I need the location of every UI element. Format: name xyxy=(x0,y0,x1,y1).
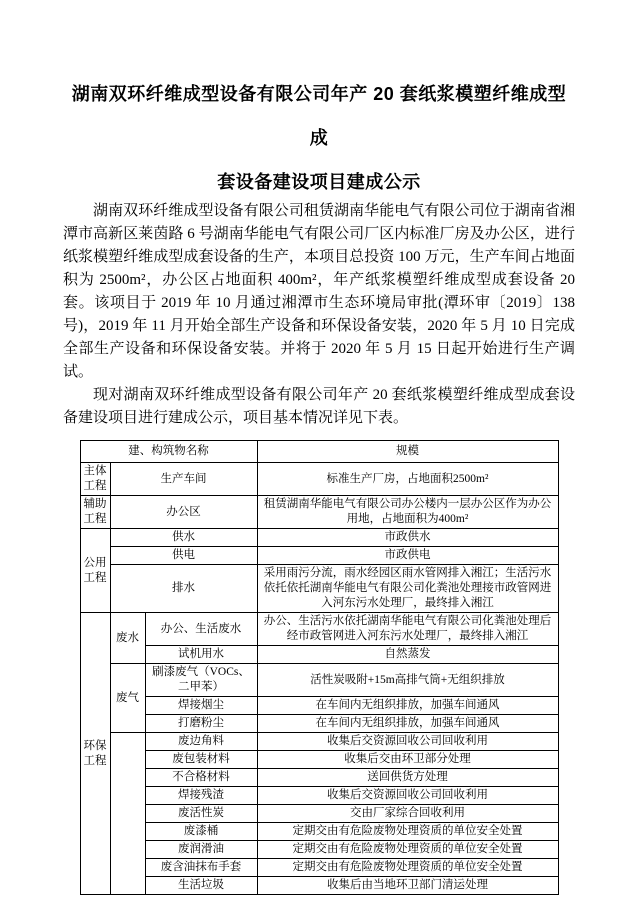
table-row xyxy=(80,697,558,715)
cell-welding-fume-scale: 在车间内无组织排放，加强车间通风 xyxy=(257,697,558,715)
cell-drainage: 排水 xyxy=(110,565,257,613)
cell-office-area: 办公区 xyxy=(110,496,257,529)
table-row xyxy=(80,664,558,697)
document-body xyxy=(63,200,575,430)
table-row xyxy=(80,787,558,805)
cell-unqualified-material: 不合格材料 xyxy=(145,769,257,787)
cell-main-project-label: 主体工程 xyxy=(80,463,110,496)
table-row xyxy=(80,823,558,841)
table-row xyxy=(80,496,558,529)
cell-office-domestic-wastewater: 办公、生活废水 xyxy=(145,613,257,646)
document-title xyxy=(63,72,575,204)
cell-oily-rags-gloves-scale: 定期交由有危险废物处理资质的单位安全处置 xyxy=(257,859,558,877)
cell-utility-project-label: 公用工程 xyxy=(80,529,110,613)
cell-paint-waste-gas: 刷漆废气（VOCs、二甲苯） xyxy=(145,664,257,697)
cell-water-supply-scale: 市政供水 xyxy=(257,529,558,547)
cell-waste-activated-carbon: 废活性炭 xyxy=(145,805,257,823)
header-structure-name: 建、构筑物名称 xyxy=(80,441,257,463)
cell-welding-residue-scale: 收集后交资源回收公司回收利用 xyxy=(257,787,558,805)
header-scale: 规模 xyxy=(257,441,558,463)
table-row xyxy=(80,547,558,565)
table-row xyxy=(80,805,558,823)
table-row xyxy=(80,565,558,613)
table-row xyxy=(80,463,558,496)
cell-drainage-scale: 采用雨污分流，雨水经园区雨水管网排入湘江；生活污水依托依托湖南华能电气有限公司化粪池处理接市政管网进入河东污水处理厂，最终排入湘江 xyxy=(257,565,558,613)
cell-paint-waste-gas-scale: 活性炭吸附+15m高排气筒+无组织排放 xyxy=(257,664,558,697)
cell-waste-paint-bucket: 废漆桶 xyxy=(145,823,257,841)
cell-office-domestic-wastewater-scale: 办公、生活污水依托湖南华能电气有限公司化粪池处理后经市政管网进入河东污水处理厂，最终排入湘江 xyxy=(257,613,558,646)
cell-office-area-scale: 租赁湖南华能电气有限公司办公楼内一层办公区作为办公用地，占地面积为400m² xyxy=(257,496,558,529)
cell-production-workshop: 生产车间 xyxy=(110,463,257,496)
cell-wastewater-label: 废水 xyxy=(110,613,145,664)
cell-waste-packaging-scale: 收集后交由环卫部分处理 xyxy=(257,751,558,769)
cell-solid-waste-label-empty xyxy=(110,733,145,895)
cell-production-workshop-scale: 标准生产厂房，占地面积2500m² xyxy=(257,463,558,496)
cell-domestic-garbage-scale: 收集后由当地环卫部门清运处理 xyxy=(257,877,558,895)
document-title-line-1: 湖南双环纤维成型设备有限公司年产 20 套纸浆模塑纤维成型成 xyxy=(71,84,567,148)
cell-domestic-garbage: 生活垃圾 xyxy=(145,877,257,895)
table-row xyxy=(80,859,558,877)
project-info-table xyxy=(80,440,559,895)
cell-welding-residue: 焊接残渣 xyxy=(145,787,257,805)
table-row xyxy=(80,841,558,859)
cell-environmental-project-label: 环保工程 xyxy=(80,613,110,895)
table-row xyxy=(80,715,558,733)
cell-scrap-edge-material: 废边角料 xyxy=(145,733,257,751)
cell-waste-packaging: 废包装材料 xyxy=(145,751,257,769)
cell-grinding-dust-scale: 在车间内无组织排放，加强车间通风 xyxy=(257,715,558,733)
cell-water-supply: 供水 xyxy=(110,529,257,547)
intro-paragraph: 湖南双环纤维成型设备有限公司租赁湖南华能电气有限公司位于湖南省湘潭市高新区莱茵路 6 号湖南华能电气有限公司厂区内标准厂房及办公区，进行纸浆模塑纤维成型成套设备的生产，本项目总投资 100 万元，生产车间占地面积为 2500m²，办公区占地面积 400m²，年产纸浆模塑纤维成型成套设备 20 套。该项目于 2019 年 10 月通过湘潭市生态环境局审批(潭环审〔2019〕138 号)，2019 年 11 月开始全部生产设备和环保设备安装，2020 年 5 月 10 日完成全部生产设备和环保设备安装。并将于 2020 年 5 月 15 日起开始进行生产调试。 xyxy=(63,203,575,380)
cell-welding-fume: 焊接烟尘 xyxy=(145,697,257,715)
cell-waste-activated-carbon-scale: 交由厂家综合回收利用 xyxy=(257,805,558,823)
table-row xyxy=(80,733,558,751)
cell-waste-lubricating-oil: 废润滑油 xyxy=(145,841,257,859)
cell-scrap-edge-material-scale: 收集后交资源回收公司回收利用 xyxy=(257,733,558,751)
table-row xyxy=(80,529,558,547)
cell-test-run-water: 试机用水 xyxy=(145,646,257,664)
cell-waste-gas-label: 废气 xyxy=(110,664,145,733)
table-row xyxy=(80,751,558,769)
cell-power-supply: 供电 xyxy=(110,547,257,565)
cell-waste-paint-bucket-scale: 定期交由有危险废物处理资质的单位安全处置 xyxy=(257,823,558,841)
cell-waste-lubricating-oil-scale: 定期交由有危险废物处理资质的单位安全处置 xyxy=(257,841,558,859)
cell-test-run-water-scale: 自然蒸发 xyxy=(257,646,558,664)
announcement-paragraph: 现对湖南双环纤维成型设备有限公司年产 20 套纸浆模塑纤维成型成套设备建设项目进行建成公示，项目基本情况详见下表。 xyxy=(63,387,575,426)
table-header-row xyxy=(80,441,558,463)
table-row xyxy=(80,613,558,646)
table-row xyxy=(80,646,558,664)
cell-auxiliary-project-label: 辅助工程 xyxy=(80,496,110,529)
document-title-line-2: 套设备建设项目建成公示 xyxy=(217,172,421,192)
cell-oily-rags-gloves: 废含油抹布手套 xyxy=(145,859,257,877)
cell-unqualified-material-scale: 送回供货方处理 xyxy=(257,769,558,787)
table-row xyxy=(80,877,558,895)
cell-power-supply-scale: 市政供电 xyxy=(257,547,558,565)
cell-grinding-dust: 打磨粉尘 xyxy=(145,715,257,733)
table-row xyxy=(80,769,558,787)
